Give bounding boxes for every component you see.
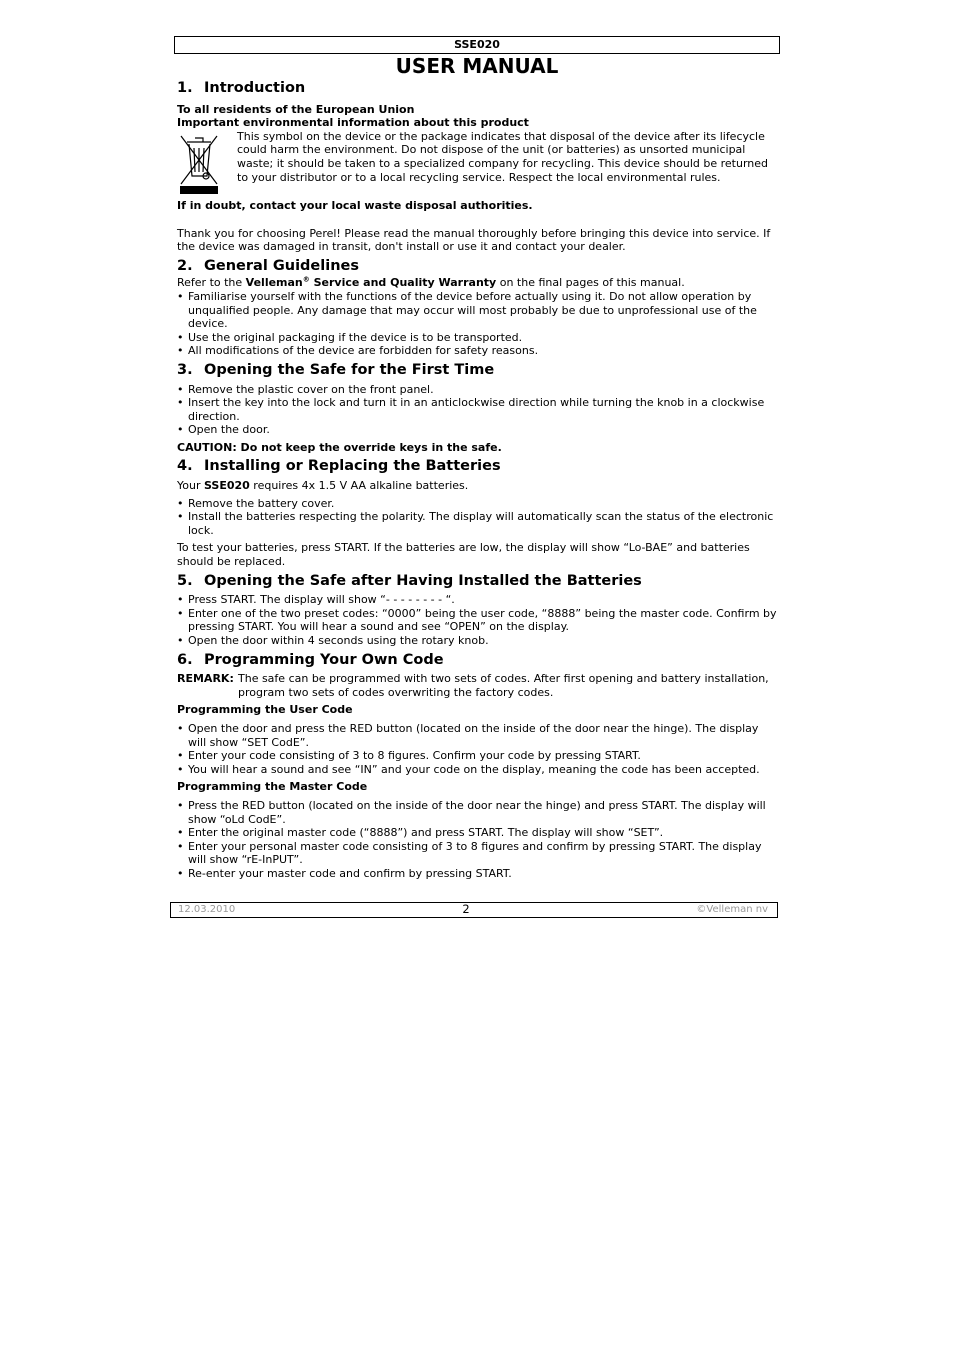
env-info: Important environmental information about this product xyxy=(177,116,529,130)
master-code-list xyxy=(177,799,779,881)
page-number: 2 xyxy=(462,902,470,916)
opening-list xyxy=(177,593,779,647)
list-item: • Enter your code consisting of 3 to 8 figures. Confirm your code by pressing START. xyxy=(177,749,779,763)
section-1-heading xyxy=(177,82,779,96)
list-item: • Install the batteries respecting the polarity. The display will automatically scan the status of the electronic lock. xyxy=(177,510,779,537)
list-item: • Insert the key into the lock and turn it in an anticlockwise direction while turning the knob in a clockwise direction. xyxy=(177,396,779,423)
user-code-list xyxy=(177,722,779,776)
guidelines-list xyxy=(177,290,779,358)
list-item: • Remove the battery cover. xyxy=(177,497,779,511)
list-item: • Remove the plastic cover on the front panel. xyxy=(177,383,779,397)
page-footer xyxy=(170,902,778,918)
first-open-list xyxy=(177,383,779,437)
crossed-out-wheelie-bin-icon xyxy=(177,130,233,200)
section-title: General Guidelines xyxy=(204,257,359,274)
refer-brand: Velleman xyxy=(245,276,303,290)
section-number: 3. xyxy=(177,361,193,378)
battery-test: To test your batteries, press START. If the batteries are low, the display will show “Lo-BAE” and batteries should be replaced. xyxy=(177,541,750,569)
list-item: • Press START. The display will show “- - - - - - - - “. xyxy=(177,593,779,607)
section-title: Introduction xyxy=(204,80,306,96)
master-code-heading: Programming the Master Code xyxy=(177,780,368,794)
thanks-text: Thank you for choosing Perel! Please read the manual thoroughly before bringing this device into service. If the device was damaged in transit, don't install or use it and contact your dealer. xyxy=(177,226,771,254)
warranty-reference xyxy=(177,276,779,290)
refer-pre: Refer to the xyxy=(177,276,246,290)
battery-list xyxy=(177,497,779,538)
intro-post: requires 4x 1.5 V AA alkaline batteries. xyxy=(249,479,469,493)
list-item: • All modifications of the device are forbidden for safety reasons. xyxy=(177,344,779,358)
intro-pre: Your xyxy=(177,479,204,493)
refer-bold: Service and Quality Warranty xyxy=(309,276,497,290)
remark-label: REMARK: xyxy=(177,672,234,686)
user-code-heading: Programming the User Code xyxy=(177,703,353,717)
section-number: 4. xyxy=(177,458,193,475)
list-item: • Open the door within 4 seconds using the rotary knob. xyxy=(177,634,779,648)
page-title: USER MANUAL xyxy=(395,54,559,78)
intro-model: SSE020 xyxy=(203,479,250,493)
section-title: Opening the Safe after Having Installed the Batteries xyxy=(204,572,642,589)
list-item: • Open the door and press the RED button (located on the inside of the door near the hinge). The display will show “SET CodE”. xyxy=(177,722,779,749)
refer-reg: ® xyxy=(302,275,310,284)
list-item: • Open the door. xyxy=(177,423,779,437)
list-item: • Re-enter your master code and confirm by pressing START. xyxy=(177,867,779,881)
list-item: • Enter your personal master code consisting of 3 to 8 figures and confirm by pressing START. The display will show “rE-InPUT”. xyxy=(177,840,779,867)
footer-copyright: ©Velleman nv xyxy=(696,904,768,915)
list-item: • Familiarise yourself with the functions of the device before actually using it. Do not allow operation by unqualified people. Any damage that may occur will most probably be due to unprofessional use of the device. xyxy=(177,290,779,331)
section-6-heading xyxy=(177,651,779,668)
remark-text: The safe can be programmed with two sets of codes. After first opening and battery installation, program two sets of codes overwriting the factory codes. xyxy=(238,672,769,699)
list-item: • Use the original packaging if the device is to be transported. xyxy=(177,331,779,345)
remark xyxy=(177,672,779,699)
section-4-heading xyxy=(177,460,779,474)
section-number: 5. xyxy=(177,572,193,589)
eu-residents: To all residents of the European Union xyxy=(177,102,415,116)
weee-text: This symbol on the device or the package indicates that disposal of the device after its lifecycle could harm the environment. Do not dispose of the unit (or batteries) as unsorted municipal waste; it should be taken to a specialized company for recycling. This device should be returned to your distributor or to a local recycling service. Respect the local environmental rules. xyxy=(237,129,769,184)
section-5-heading xyxy=(177,572,779,589)
section-3-heading xyxy=(177,361,779,378)
section-number: 2. xyxy=(177,257,193,274)
battery-intro xyxy=(177,479,779,493)
doubt-note: If in doubt, contact your local waste disposal authorities. xyxy=(177,199,533,213)
caution-note: CAUTION: Do not keep the override keys in the safe. xyxy=(177,440,502,454)
list-item: • Enter the original master code (“8888”) and press START. The display will show “SET”. xyxy=(177,826,779,840)
list-item: • Enter one of the two preset codes: “0000” being the user code, “8888” being the master code. Confirm by pressing START. You will hear a sound and see “OPEN” on the display. xyxy=(177,607,779,634)
list-item: • You will hear a sound and see “IN” and your code on the display, meaning the code has been accepted. xyxy=(177,763,779,777)
section-title: Programming Your Own Code xyxy=(204,651,444,668)
section-title: Installing or Replacing the Batteries xyxy=(204,458,501,475)
weee-block xyxy=(177,130,779,200)
section-number: 1. xyxy=(177,80,193,96)
manual-content xyxy=(177,82,779,881)
section-title: Opening the Safe for the First Time xyxy=(204,361,495,378)
header-model: SSE020 xyxy=(174,36,780,54)
refer-post: on the final pages of this manual. xyxy=(496,276,685,290)
section-2-heading xyxy=(177,257,779,274)
list-item: • Press the RED button (located on the inside of the door near the hinge) and press START. The display will show “oLd CodE”. xyxy=(177,799,779,826)
footer-date: 12.03.2010 xyxy=(178,904,236,915)
section-number: 6. xyxy=(177,651,193,668)
